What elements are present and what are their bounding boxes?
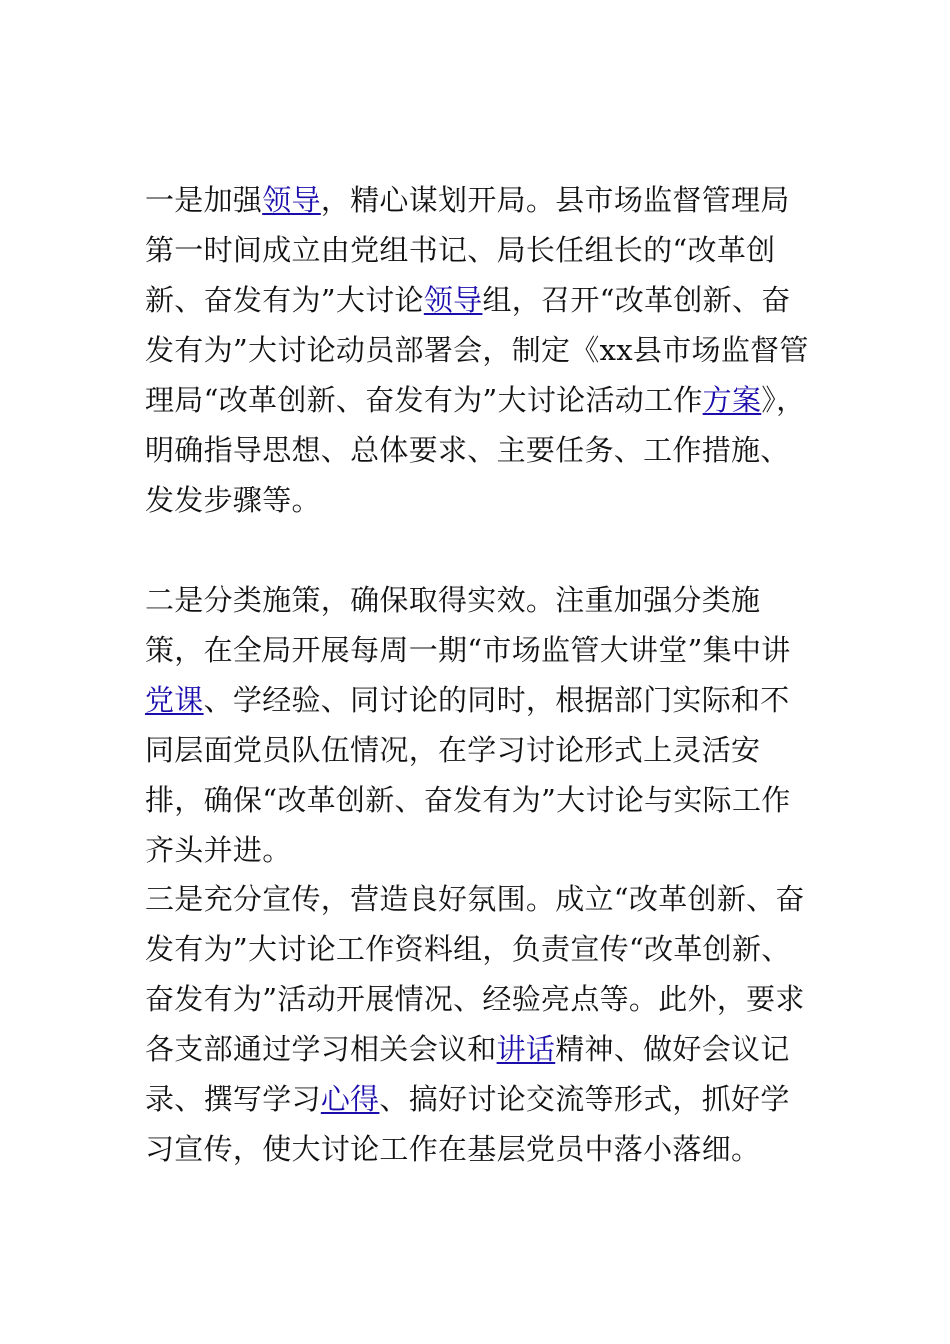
link-party-lecture[interactable]: 党课 bbox=[145, 683, 204, 717]
link-plan[interactable]: 方案 bbox=[702, 383, 762, 417]
paragraph-leadership bbox=[145, 175, 810, 525]
text-segment: 组，召开“改革创新、奋发有为”大讨论动员部署会，制定《xx县市场监督管理局“改革创新、奋发有为”大讨论活动工作 bbox=[145, 283, 809, 417]
text-segment: 三是充分宣传，营造良好氛围。成立“改革创新、奋发有为”大讨论工作资料组，负责宣传“改革创新、奋发有为”活动开展情况、经验亮点等。此外，要求各支部通过学习相关会议和 bbox=[145, 882, 805, 1066]
text-segment: 二是分类施策，确保取得实效。注重加强分类施策，在全局开展每周一期“市场监管大讲堂”集中讲 bbox=[145, 583, 791, 667]
text-segment: ，精心谋划开局。县市场监督管理局第一时间成立由党组书记、局长任组长的“改革创新、奋发有为”大讨论 bbox=[145, 183, 790, 317]
link-leadership-group[interactable]: 领导 bbox=[423, 283, 483, 317]
link-experience[interactable]: 心得 bbox=[320, 1082, 380, 1116]
text-segment: 、搞好讨论交流等形式，抓好学习宣传，使大讨论工作在基层党员中落小落细。 bbox=[145, 1082, 790, 1166]
paragraph-classified-measures bbox=[145, 575, 810, 875]
text-segment: 精神、做好会议记录、撰写学习 bbox=[145, 1032, 790, 1116]
text-segment: 一是加强 bbox=[145, 183, 263, 217]
text-segment: 》，明确指导思想、总体要求、主要任务、工作措施、发发步骤等。 bbox=[145, 383, 806, 517]
text-segment: 、学经验、同讨论的同时，根据部门实际和不同层面党员队伍情况，在学习讨论形式上灵活安排，确保“改革创新、奋发有为”大讨论与实际工作齐头并进。 bbox=[145, 683, 791, 867]
link-leadership[interactable]: 领导 bbox=[262, 183, 321, 217]
link-speech[interactable]: 讲话 bbox=[496, 1032, 556, 1066]
paragraph-publicity bbox=[145, 874, 810, 1174]
